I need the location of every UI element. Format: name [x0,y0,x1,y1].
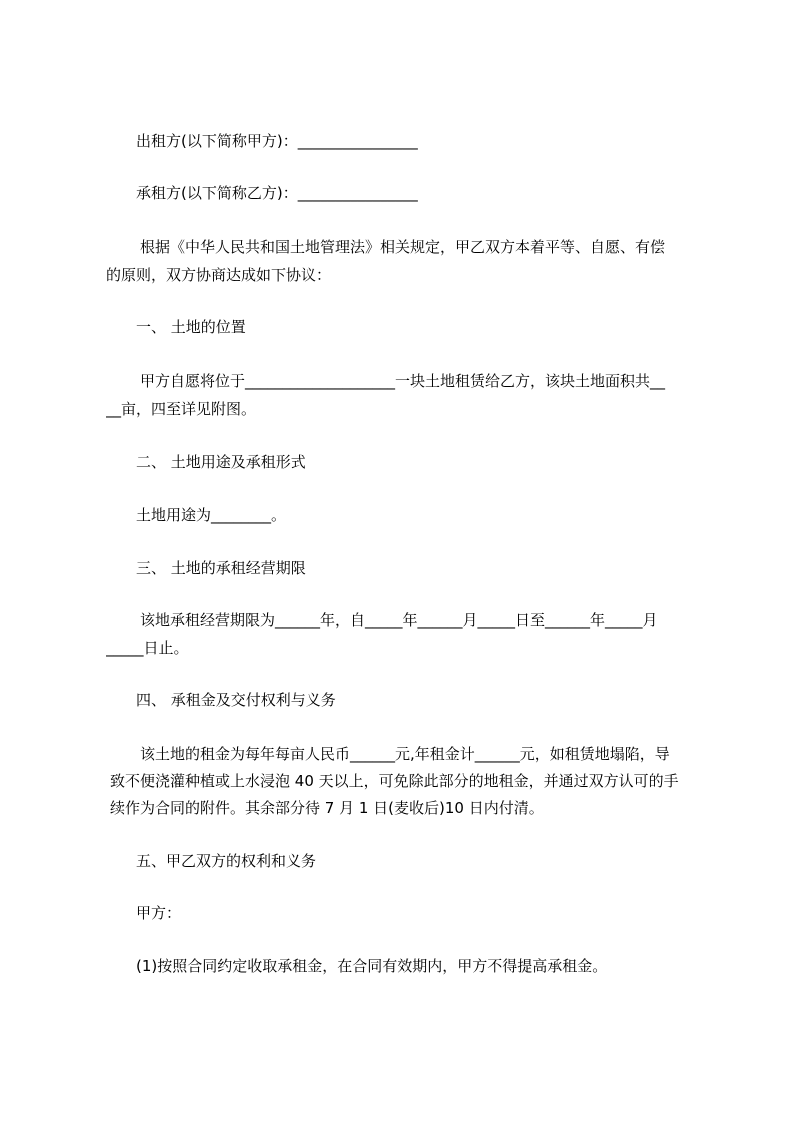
preamble-line-1: 根据《中华人民共和国土地管理法》相关规定，甲乙双方本着平等、自愿、有偿 [140,238,666,256]
preamble-line-2: 的原则，双方协商达成如下协议： [106,266,332,284]
section-3-heading: 三、 土地的承租经营期限 [136,559,306,577]
section-3-body-line-1: 该地承租经营期限为______年，自_____年______月_____日至______年_____月 [140,611,658,629]
section-4-heading: 四、 承租金及交付权利与义务 [136,691,336,709]
party-a-item-1: (1)按照合同约定收取承租金，在合同有效期内，甲方不得提高承租金。 [136,957,608,975]
section-4-body-line-3: 续作为合同的附件。其余部分待 7 月 1 日(麦收后)10 日内付清。 [110,799,544,817]
section-1-body-line-2: __亩，四至详见附图。 [106,400,257,418]
section-3-body-line-2: _____日止。 [106,639,189,657]
section-2-body: 土地用途为________。 [136,506,287,524]
section-5-heading: 五、甲乙双方的权利和义务 [136,852,317,870]
party-a-label: 甲方： [136,904,182,922]
section-4-body-line-2: 致不便浇灌种植或上水浸泡 40 天以上，可免除此部分的地租金，并通过双方认可的手 [110,772,679,790]
section-1-body-line-1: 甲方自愿将位于____________________一块土地租赁给乙方，该块土地面积共__ [140,372,666,390]
section-1-heading: 一、 土地的位置 [136,318,246,336]
section-4-body-line-1: 该土地的租金为每年每亩人民币______元,年租金计______元，如租赁地塌陷，导 [140,745,670,763]
section-2-heading: 二、 土地用途及承租形式 [136,453,306,471]
lessor-field: 出租方(以下简称甲方)：________________ [136,132,418,150]
lessee-field: 承租方(以下简称乙方)：________________ [136,184,418,202]
